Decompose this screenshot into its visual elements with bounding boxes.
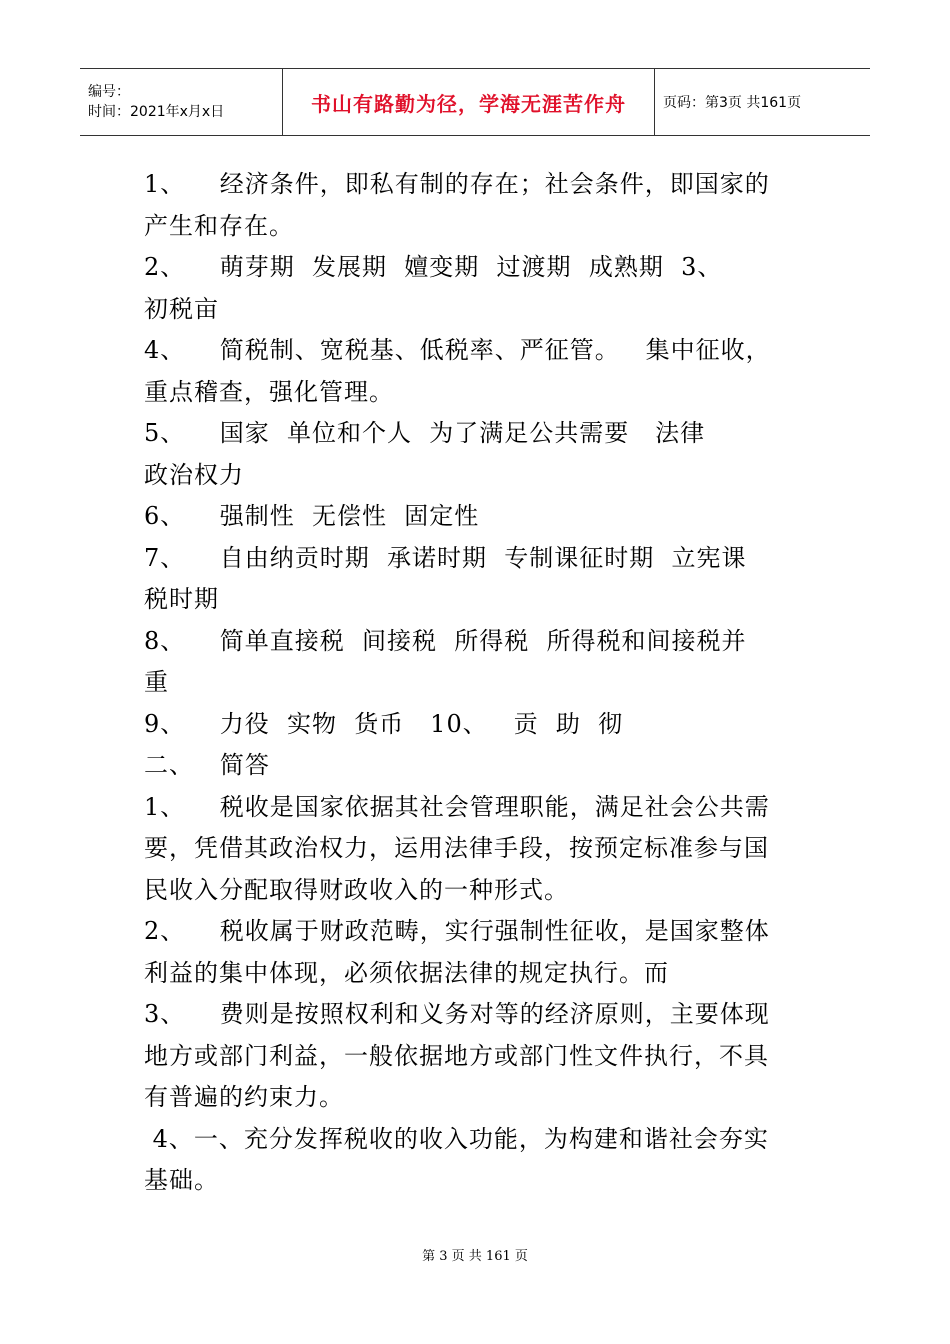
body-line: 4、 简税制、宽税基、低税率、严征管。 集中征收， bbox=[144, 336, 771, 364]
header-page-info-cell bbox=[655, 69, 870, 135]
document-time-label: 时间：2021年x月x日 bbox=[88, 104, 225, 120]
header-motto-cell bbox=[282, 69, 655, 135]
body-line: 有普遍的约束力。 bbox=[144, 1083, 344, 1111]
body-line: 2、 税收属于财政范畴，实行强制性征收，是国家整体 bbox=[144, 917, 770, 945]
body-line: 税时期 bbox=[144, 585, 219, 613]
body-line: 政治权力 bbox=[144, 460, 244, 489]
body-line: 产生和存在。 bbox=[144, 211, 294, 240]
body-line: 地方或部门利益，一般依据地方或部门性文件执行，不具 bbox=[144, 1041, 769, 1070]
header-meta bbox=[80, 69, 282, 135]
header-page-info: 页码：第3页 共161页 bbox=[663, 95, 802, 111]
body-line: 2、 萌芽期 发展期 嬗变期 过渡期 成熟期 3、 bbox=[144, 253, 723, 281]
body-line: 4、一、充分发挥税收的收入功能，为构建和谐社会夯实 bbox=[144, 1124, 769, 1153]
body-line: 利益的集中体现，必须依据法律的规定执行。而 bbox=[144, 958, 669, 987]
page-header bbox=[80, 68, 870, 136]
body-line: 民收入分配取得财政收入的一种形式。 bbox=[144, 875, 569, 904]
body-line: 初税亩 bbox=[144, 294, 219, 323]
document-number-label: 编号： bbox=[88, 84, 130, 100]
body-line: 1、 税收是国家依据其社会管理职能，满足社会公共需 bbox=[144, 792, 770, 821]
body-line: 要，凭借其政治权力，运用法律手段，按预定标准参与国 bbox=[144, 834, 769, 862]
body-line: 8、 简单直接税 间接税 所得税 所得税和间接税并 bbox=[144, 626, 747, 655]
body-line: 1、 经济条件，即私有制的存在；社会条件，即国家的 bbox=[144, 170, 770, 198]
page-footer: 第 3 页 共 161 页 bbox=[422, 1249, 528, 1264]
body-line: 二、 简答 bbox=[144, 751, 270, 779]
body-line: 5、 国家 单位和个人 为了满足公共需要 法律 bbox=[144, 419, 706, 447]
body-line: 9、 力役 实物 货币 10、 贡 助 彻 bbox=[144, 709, 624, 738]
body-line: 3、 费则是按照权利和义务对等的经济原则，主要体现 bbox=[144, 1000, 770, 1028]
body-line: 6、 强制性 无偿性 固定性 bbox=[144, 502, 480, 530]
body-line: 重点稽查，强化管理。 bbox=[144, 377, 394, 406]
document-body bbox=[144, 164, 794, 1202]
body-line: 基础。 bbox=[144, 1166, 219, 1194]
body-line: 7、 自由纳贡时期 承诺时期 专制课征时期 立宪课 bbox=[144, 543, 747, 572]
body-line: 重 bbox=[144, 668, 169, 696]
header-motto: 书山有路勤为径，学海无涯苦作舟 bbox=[311, 91, 626, 116]
